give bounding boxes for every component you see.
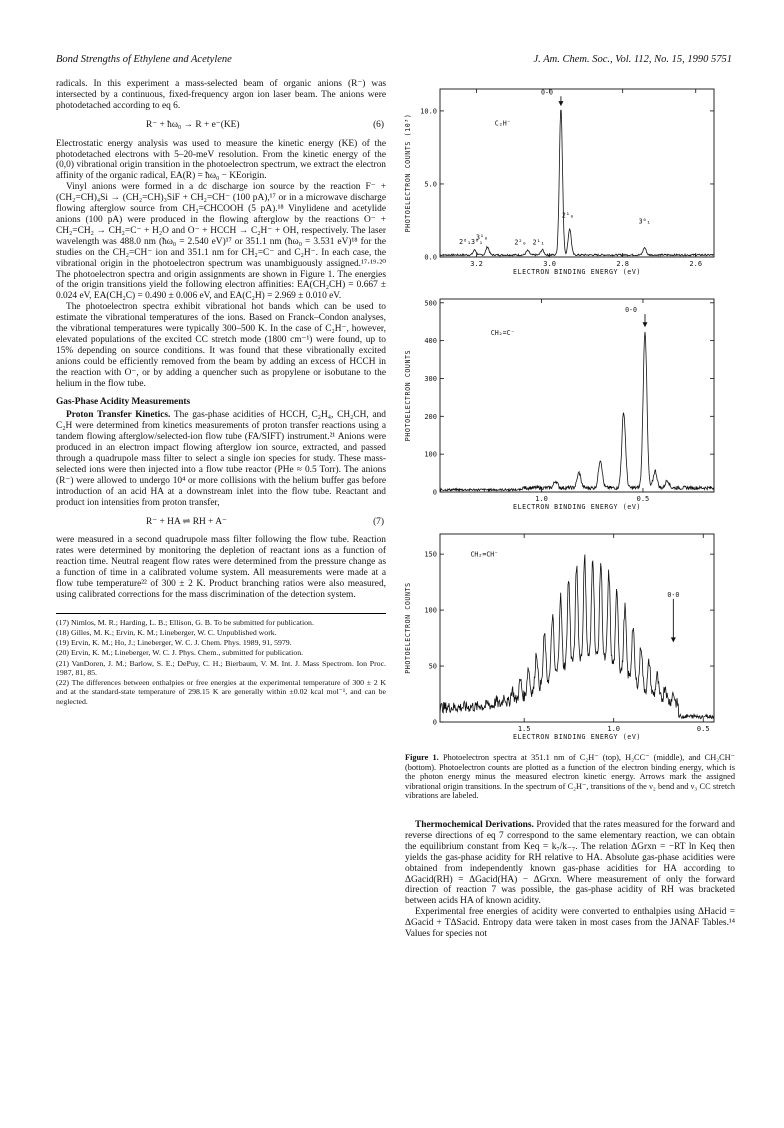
x-tick-label: 2.8 [616,260,629,268]
left-column [56,79,386,707]
species-label: CH₂=CH⁻ [470,550,499,559]
equation-body: R⁻ + ħω₀ → R + e⁻(KE) [146,119,240,130]
footnote: (17) Nimlos, M. R.; Harding, L. B.; Ellison, G. B. To be submitted for publication. [56,617,314,627]
peak-label: 3¹₀ [476,233,488,242]
equation-number: (6) [373,119,384,130]
run-in-heading: Proton Transfer Kinetics. [66,410,171,421]
origin-arrowhead [558,101,563,106]
y-tick-label: 200 [424,412,437,421]
run-in-heading: Thermochemical Derivations. [415,820,534,830]
footnotes [56,613,386,706]
figure-1 [398,77,738,752]
y-tick-label: 10.0 [420,107,437,116]
origin-label: 0-0 [625,306,637,315]
x-tick-label: 0.5 [636,495,650,503]
y-axis-label: PHOTOELECTRON COUNTS [404,349,412,442]
x-axis-label: ELECTRON BINDING ENERGY (eV) [513,268,641,276]
right-column [405,820,735,940]
running-header-right: J. Am. Chem. Soc., Vol. 112, No. 15, 1990 5751 [533,54,732,65]
paragraph: Vinyl anions were formed in a dc discharge ion source by the reaction F⁻ + (CH₂=CH)₄Si → (CH₂=CH)₃SiF + CH₂=CH⁻ (100 pA),¹⁷ or in a microwave discharge flowing afterglow source from CH₂=CHCOOH (5 pA).¹⁸ Vinylidene and acetylide anions (100 pA) were produced in the flowing afterglow by the reactions O⁻ + CH₂=CH₂ → CH₂=C⁻ + H₂O and O⁻ + HCCH → C₂H⁻ + OH, respectively. The laser wavelength was 488.0 nm (ħω₀ = 2.540 eV)¹⁷ or 351.1 nm (ħω₀ = 3.531 eV)¹⁸ for the studies on the CH₂=CH⁻ ion and 351.1 nm for CH₂=C⁻ and C₂H⁻. In each case, the vibrational origin in the photoelectron spectrum was unambiguously assigned.¹⁷·¹⁹·²⁰ The photoelectron spectra and origin assignments are shown in Figure 1. The energies of the origin transitions yield the following electron affinities: EA(CH₂CH) = 0.667 ± 0.024 eV, EA(CH₂C) = 0.490 ± 0.006 eV, and EA(C₂H) = 2.969 ± 0.010 eV. [56,182,386,302]
paragraph: Experimental free energies of acidity were converted to enthalpies using ΔHacid = ΔGacid + TΔSacid. Entropy data were taken in most cases from the JANAF Tables.¹⁴ Values for species not [405,907,735,940]
caption-label: Figure 1. [405,753,439,762]
y-tick-label: 100 [424,606,437,615]
peak-label: 2¹₁ [532,238,545,247]
footnote: (18) Gilles, M. K.; Ervin, K. M.; Lineberger, W. C. Unpublished work. [56,628,277,638]
paragraph-text: The gas-phase acidities of HCCH, C₂H₄, CH₂CH, and C₂H were determined from kinetics measurements of proton transfer reactions using a tandem flowing afterglow/selected-ion flow tube (FA/SIFT) instrument.²¹ Anions were produced in an electron impact flowing afterglow ion source, extracted, and passed through a quadrupole mass filter to select a single ion species for study. These mass-selected ions were then injected into a flow tube reactor (PHe ≈ 0.5 Torr). The anions (R⁻) were allowed to undergo 10⁴ or more collisions with the helium buffer gas before introduction of an acid HA at a downstream inlet into the flow tube. Reactant and product ion intensities from proton transfer, [56,410,386,508]
x-tick-label: 2.6 [689,260,703,268]
y-tick-label: 150 [424,550,437,559]
paragraph: were measured in a second quadrupole mass filter following the flow tube. Reaction rates were determined by monitoring the depletion of reactant ions as a function of reaction time. Neutral reagent flow rates were determined from the pressure change as a function of time in a calibrated volume system. All measurements were made at a flow tube temperature²² of 300 ± 2 K. Product branching ratios were also measured, using calibrated corrections for the mass discrimination of the detection system. [56,535,386,600]
origin-label: 0-0 [541,88,553,97]
paragraph: Electrostatic energy analysis was used to measure the kinetic energy (KE) of the photodetached electrons with 5–20-meV resolution. From the kinetic energy of the (0,0) vibrational origin transition in the photoelectron spectrum, we extract the electron affinity of the organic radical, EA(R) = ħω₀ − KEorigin. [56,138,386,182]
spectrum-c2h-chart [398,77,738,287]
y-tick-label: 0 [432,718,437,727]
x-tick-label: 3.0 [543,260,556,268]
footnote: (20) Ervin, K. M.; Lineberger, W. C. J. Phys. Chem., submitted for publication. [56,648,304,658]
plot-frame [440,89,714,257]
y-axis-label: PHOTOELECTRON COUNTS [404,582,412,674]
y-axis-label: PHOTOELECTRON COUNTS (10³) [404,113,412,233]
paragraph: The photoelectron spectra exhibit vibrational hot bands which can be used to estimate the vibrational temperatures of the ions. Based on Franck–Condon analyses, the vibrational temperatures were typically 300–500 K. In the case of C₂H⁻, however, elevated populations of the excited CC stretch mode (1800 cm⁻¹) were found, up to 15% depending on source conditions. It was found that these vibrationally excited anions could be efficiently removed from the beam by adding an excess of HCCH in the reaction with O⁻, or by adding a quencher such as propylene or isobutane to the helium in the flow tube. [56,302,386,389]
equation-number: (7) [373,516,384,527]
paragraph-text: Provided that the rates measured for the forward and reverse directions of eq 7 correspond to the same elementary reaction, we can obtain the equilibrium constant from Keq = k₇/k₋₇. The relation ΔGrxn = −RT ln Keq then yields the gas-phase acidity for RH relative to HA. Absolute gas-phase acidities were obtained from independently known gas-phase acidities for HA according to ΔGacid(RH) = ΔGacid(HA) − ΔGrxn. Where measurement of only the forward direction of reaction 7 was possible, the gas-phase acidity of RH was bracketed between acids HA of known acidity. [405,820,735,907]
y-tick-label: 5.0 [424,180,437,189]
equation-6 [56,120,386,131]
x-tick-label: 1.5 [517,725,531,733]
x-axis-label: ELECTRON BINDING ENERGY (eV) [513,503,641,511]
y-tick-label: 500 [424,299,437,308]
peak-label: 2⁰₁3⁰₁ [459,237,483,246]
spectrum-trace [440,332,714,491]
section-heading: Gas-Phase Acidity Measurements [56,397,191,408]
y-tick-label: 0 [432,488,437,497]
equation-7 [56,517,386,528]
paragraph [405,820,735,907]
equation-body: R⁻ + HA ⇌ RH + A⁻ [146,516,227,527]
peak-label: 2¹₀ [561,211,574,220]
footnote: (21) VanDoren, J. M.; Barlow, S. E.; DePuy, C. H.; Bierbaum, V. M. Int. J. Mass Spectrom. Ion Proc. 1987, 81, 85. [56,658,386,677]
y-tick-label: 50 [428,662,437,671]
footnote: (22) The differences between enthalpies or free energies at the experimental temperature of 300 ± 2 K and at the standard-state temperature of 298.15 K are generally within ±0.02 kcal mol⁻¹, and can be neglected. [56,678,386,706]
spectrum-ch2ch-chart [398,522,738,752]
figure-caption [405,753,735,801]
x-tick-label: 1.0 [607,725,621,733]
origin-arrowhead [642,322,647,327]
y-tick-label: 300 [424,374,437,383]
paragraph: radicals. In this experiment a mass-selected beam of organic anions (R⁻) was intersected by a continuous, fixed-frequency argon ion laser beam. The anions were photodetached according to eq 6. [56,79,386,111]
spectrum-ch2c-chart [398,287,738,522]
species-label: C₂H⁻ [494,119,511,128]
running-header-left: Bond Strengths of Ethylene and Acetylene [56,54,232,65]
caption-text: Photoelectron spectra at 351.1 nm of C₂H⁻ (top), H₂CC⁻ (middle), and CH₂CH⁻ (bottom). Photoelectron counts are plotted as a function of the electron binding energy, which is the photon energy minus the measured electron kinetic energy. Arrows mark the assigned vibrational origin transitions. In the spectrum of C₂H⁻, transitions of the ν₂ bend and ν₃ CC stretch vibrations are labeled. [405,753,735,801]
origin-label: 0-0 [667,590,680,599]
x-tick-label: 0.5 [696,725,710,733]
origin-arrowhead [671,637,676,642]
y-tick-label: 0.0 [424,253,437,262]
species-label: CH₂=C⁻ [490,328,515,337]
footnote: (19) Ervin, K. M.; Ho, J.; Lineberger, W. C. J. Chem. Phys. 1989, 91, 5979. [56,638,292,648]
x-axis-label: ELECTRON BINDING ENERGY (eV) [513,733,641,741]
peak-label: 2²₀ [514,238,527,247]
plot-frame [440,299,714,492]
y-tick-label: 400 [424,337,437,346]
x-tick-label: 3.2 [470,260,483,268]
peak-label: 3⁰₁ [638,217,651,226]
x-tick-label: 1.0 [535,495,548,503]
y-tick-label: 100 [424,450,437,459]
paragraph [56,410,386,508]
